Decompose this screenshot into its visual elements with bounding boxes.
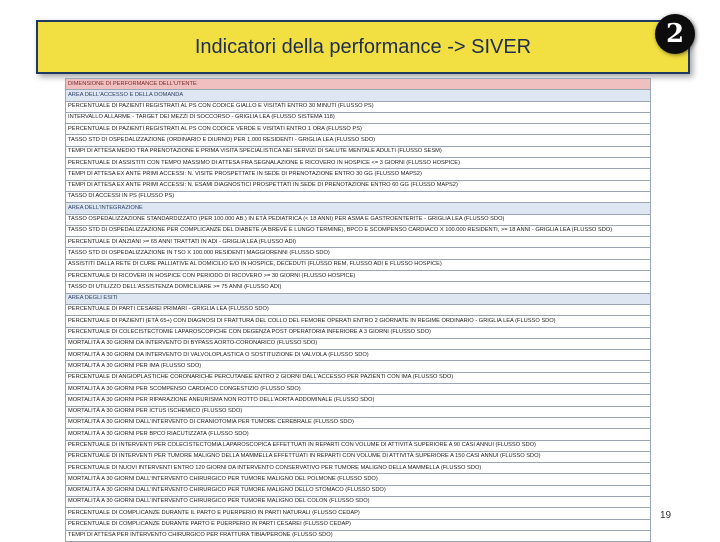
table-row	[66, 237, 651, 248]
table-section-row	[66, 203, 651, 214]
indicator-cell: MORTALITÀ A 30 GIORNI PER IMA (FLUSSO SDO)	[66, 361, 651, 372]
indicator-cell: PERCENTUALE DI NUOVI INTERVENTI ENTRO 120 GIORNI DA INTERVENTO CONSERVATIVO PER TUMORE MALIGNO DELLA MAMMELLA (FLUSSO SDO)	[66, 463, 651, 474]
table-row	[66, 271, 651, 282]
indicator-cell: PERCENTUALE DI ASSISTITI CON TEMPO MASSIMO DI ATTESA FRA SEGNALAZIONE E RICOVERO IN HOSPICE <= 3 GIORNI (FLUSSO HOSPICE)	[66, 158, 651, 169]
indicator-cell: MORTALITÀ A 30 GIORNI DA INTERVENTO DI BYPASS AORTO-CORONARICO (FLUSSO SDO)	[66, 338, 651, 349]
table-row	[66, 440, 651, 451]
indicator-cell: PERCENTUALE DI COLECISTECTOMIE LAPAROSCOPICHE CON DEGENZA POST OPERATORIA INFERIORE A 3 GIORNI (FLUSSO SDO)	[66, 327, 651, 338]
indicator-cell: MORTALITÀ A 30 GIORNI DA INTERVENTO DI VALVOLOPLASTICA O SOSTITUZIONE DI VALVOLA (FLUSSO SDO)	[66, 350, 651, 361]
table-section-row	[66, 90, 651, 101]
indicator-cell: TASSO DI ACCESSI IN PS (FLUSSO PS)	[66, 191, 651, 202]
indicator-cell: MORTALITÀ A 30 GIORNI PER ICTUS ISCHEMICO (FLUSSO SDO)	[66, 406, 651, 417]
table-row	[66, 146, 651, 157]
indicator-cell: INTERVALLO ALLARME - TARGET DEI MEZZI DI SOCCORSO - GRIGLIA LEA (FLUSSO SISTEMA 118)	[66, 112, 651, 123]
indicator-cell: PERCENTUALE DI ANZIANI >= 65 ANNI TRATTATI IN ADI - GRIGLIA LEA (FLUSSO ADI)	[66, 237, 651, 248]
table-body	[66, 79, 651, 542]
table-row	[66, 372, 651, 383]
title-banner	[36, 20, 690, 74]
table-row	[66, 327, 651, 338]
slide-number-badge: 2	[655, 14, 695, 54]
indicator-cell: TASSO STD DI OSPEDALIZZAZIONE IN TSO X 100.000 RESIDENTI MAGGIORENNI (FLUSSO SDO)	[66, 248, 651, 259]
table-row	[66, 496, 651, 507]
table-row	[66, 451, 651, 462]
indicator-cell: TASSO STD DI OSPEDALIZZAZIONE PER COMPLICANZE DEL DIABETE (A BREVE E LUNGO TERMINE), BPCO E SCOMPENSO CARDIACO X 100.000 RESIDENTI, >= 18 ANNI - GRIGLIA LEA (FLUSSO SDO)	[66, 225, 651, 236]
indicator-cell: PERCENTUALE DI INTERVENTI PER COLECISTECTOMIA LAPAROSCOPICA EFFETTUATI IN REPARTI CON VOLUME DI ATTIVITÀ SUPERIORE A 90 CASI ANNUI (FLUSSO SDO)	[66, 440, 651, 451]
indicator-cell: TEMPI DI ATTESA MEDIO TRA PRENOTAZIONE E PRIMA VISITA SPECIALISTICA NEI SERVIZI DI SALUTE MENTALE ADULTI (FLUSSO SESM)	[66, 146, 651, 157]
indicator-cell: MORTALITÀ A 30 GIORNI PER RIPARAZIONE ANEURISMA NON ROTTO DELL'AORTA ADDOMINALE (FLUSSO SDO)	[66, 395, 651, 406]
table-row	[66, 519, 651, 530]
indicator-cell: PERCENTUALE DI COMPLICANZE DURANTE IL PARTO E PUERPERIO IN PARTI NATURALI (FLUSSO CEDAP)	[66, 508, 651, 519]
indicator-cell: MORTALITÀ A 30 GIORNI DALL'INTERVENTO CHIRURGICO PER TUMORE MALIGNO DEL COLON (FLUSSO SDO)	[66, 496, 651, 507]
page-number: 19	[660, 510, 672, 521]
table-row	[66, 259, 651, 270]
table-row	[66, 282, 651, 293]
section-cell: AREA DELL'INTEGRAZIONE	[66, 203, 651, 214]
indicator-cell: MORTALITÀ A 30 GIORNI PER SCOMPENSO CARDIACO CONGESTIZIO (FLUSSO SDO)	[66, 384, 651, 395]
table-row	[66, 304, 651, 315]
table-header-row	[66, 79, 651, 90]
table-row	[66, 112, 651, 123]
slide-title: Indicatori della performance -> SIVER	[194, 36, 532, 58]
table-row	[66, 225, 651, 236]
table-row	[66, 124, 651, 135]
table-row	[66, 350, 651, 361]
header-cell: DIMENSIONE DI PERFORMANCE DELL'UTENTE	[66, 79, 651, 90]
table-row	[66, 338, 651, 349]
table-section-row	[66, 293, 651, 304]
table-row	[66, 248, 651, 259]
table-row	[66, 316, 651, 327]
table-row	[66, 191, 651, 202]
indicator-cell: PERCENTUALE DI RICOVERI IN HOSPICE CON PERIODO DI RICOVERO >= 30 GIORNI (FLUSSO HOSPICE)	[66, 271, 651, 282]
table-row	[66, 463, 651, 474]
table-row	[66, 474, 651, 485]
indicator-cell: MORTALITÀ A 30 GIORNI DALL'INTERVENTO CHIRURGICO PER TUMORE MALIGNO DEL POLMONE (FLUSSO SDO)	[66, 474, 651, 485]
table-row	[66, 406, 651, 417]
indicator-cell: MORTALITÀ A 30 GIORNI DALL'INTERVENTO DI CRANIOTOMIA PER TUMORE CEREBRALE (FLUSSO SDO)	[66, 417, 651, 428]
indicator-cell: PERCENTUALE DI PARTI CESAREI PRIMARI - GRIGLIA LEA (FLUSSO SDO)	[66, 304, 651, 315]
indicator-cell: TASSO STD DI OSPEDALIZZAZIONE (ORDINARIO E DIURNO) PER 1.000 RESIDENTI - GRIGLIA LEA (FLUSSO SDO)	[66, 135, 651, 146]
indicator-cell: PERCENTUALE DI PAZIENTI (ETÀ 65+) CON DIAGNOSI DI FRATTURA DEL COLLO DEL FEMORE OPERATI ENTRO 2 GIORNATE IN REGIME ORDINARIO - GRIGLIA LEA (FLUSSO SDO)	[66, 316, 651, 327]
indicator-cell: PERCENTUALE DI ANGIOPLASTICHE CORONARICHE PERCUTANEE ENTRO 2 GIORNI DALL'ACCESSO PER PAZIENTI CON IMA (FLUSSO SDO)	[66, 372, 651, 383]
indicator-cell: TEMPI DI ATTESA EX ANTE PRIMI ACCESSI: N. ESAMI DIAGNOSTICI PROSPETTATI IN SEDE DI PRENOTAZIONE ENTRO 60 GG (FLUSSO MAPS2)	[66, 180, 651, 191]
indicator-cell: ASSISTITI DALLA RETE DI CURE PALLIATIVE AL DOMICILIO E/O IN HOSPICE, DECEDUTI (FLUSSO REM, FLUSSO ADI E FLUSSO HOSPICE)	[66, 259, 651, 270]
table-row	[66, 135, 651, 146]
indicator-cell: PERCENTUALE DI PAZIENTI REGISTRATI AL PS CON CODICE VERDE E VISITATI ENTRO 1 ORA (FLUSSO PS)	[66, 124, 651, 135]
indicator-cell: MORTALITÀ A 30 GIORNI PER BPCO RIACUTIZZATA (FLUSSO SDO)	[66, 429, 651, 440]
table-row	[66, 384, 651, 395]
indicator-table	[65, 78, 651, 542]
indicator-cell: PERCENTUALE DI INTERVENTI PER TUMORE MALIGNO DELLA MAMMELLA EFFETTUATI IN REPARTI CON VOLUME DI ATTIVITÀ SUPERIORE A 150 CASI ANNUI (FLUSSO SDO)	[66, 451, 651, 462]
indicator-cell: PERCENTUALE DI PAZIENTI REGISTRATI AL PS CON CODICE GIALLO E VISITATI ENTRO 30 MINUTI (FLUSSO PS)	[66, 101, 651, 112]
indicator-cell: TASSO DI UTILIZZO DELL'ASSISTENZA DOMICILIARE >= 75 ANNI (FLUSSO ADI)	[66, 282, 651, 293]
indicator-cell: TEMPI DI ATTESA EX ANTE PRIMI ACCESSI: N. VISITE PROSPETTATE IN SEDE DI PRENOTAZIONE ENTRO 30 GG (FLUSSO MAPS2)	[66, 169, 651, 180]
indicator-cell: PERCENTUALE DI COMPLICANZE DURANTE PARTO E PUERPERIO IN PARTI CESAREI (FLUSSO CEDAP)	[66, 519, 651, 530]
table-row	[66, 101, 651, 112]
indicator-cell: MORTALITÀ A 30 GIORNI DALL'INTERVENTO CHIRURGICO PER TUMORE MALIGNO DELLO STOMACO (FLUSSO SDO)	[66, 485, 651, 496]
indicator-cell: TEMPI DI ATTESA PER INTERVENTO CHIRURGICO PER FRATTURA TIBIA/PERONE (FLUSSO SDO)	[66, 530, 651, 541]
indicator-cell: TASSO OSPEDALIZZAZIONE STANDARDIZZATO (PER 100.000 AB.) IN ETÀ PEDIATRICA (< 18 ANNI) PER ASMA E GASTROENTERITE - GRIGLIA LEA (FLUSSO SDO)	[66, 214, 651, 225]
table-row	[66, 169, 651, 180]
table-row	[66, 429, 651, 440]
table-row	[66, 361, 651, 372]
table-row	[66, 395, 651, 406]
table-row	[66, 214, 651, 225]
table-row	[66, 158, 651, 169]
section-cell: AREA DEGLI ESITI	[66, 293, 651, 304]
table-row	[66, 417, 651, 428]
table-row	[66, 508, 651, 519]
section-cell: AREA DELL'ACCESSO E DELLA DOMANDA	[66, 90, 651, 101]
table-row	[66, 180, 651, 191]
table-row	[66, 485, 651, 496]
